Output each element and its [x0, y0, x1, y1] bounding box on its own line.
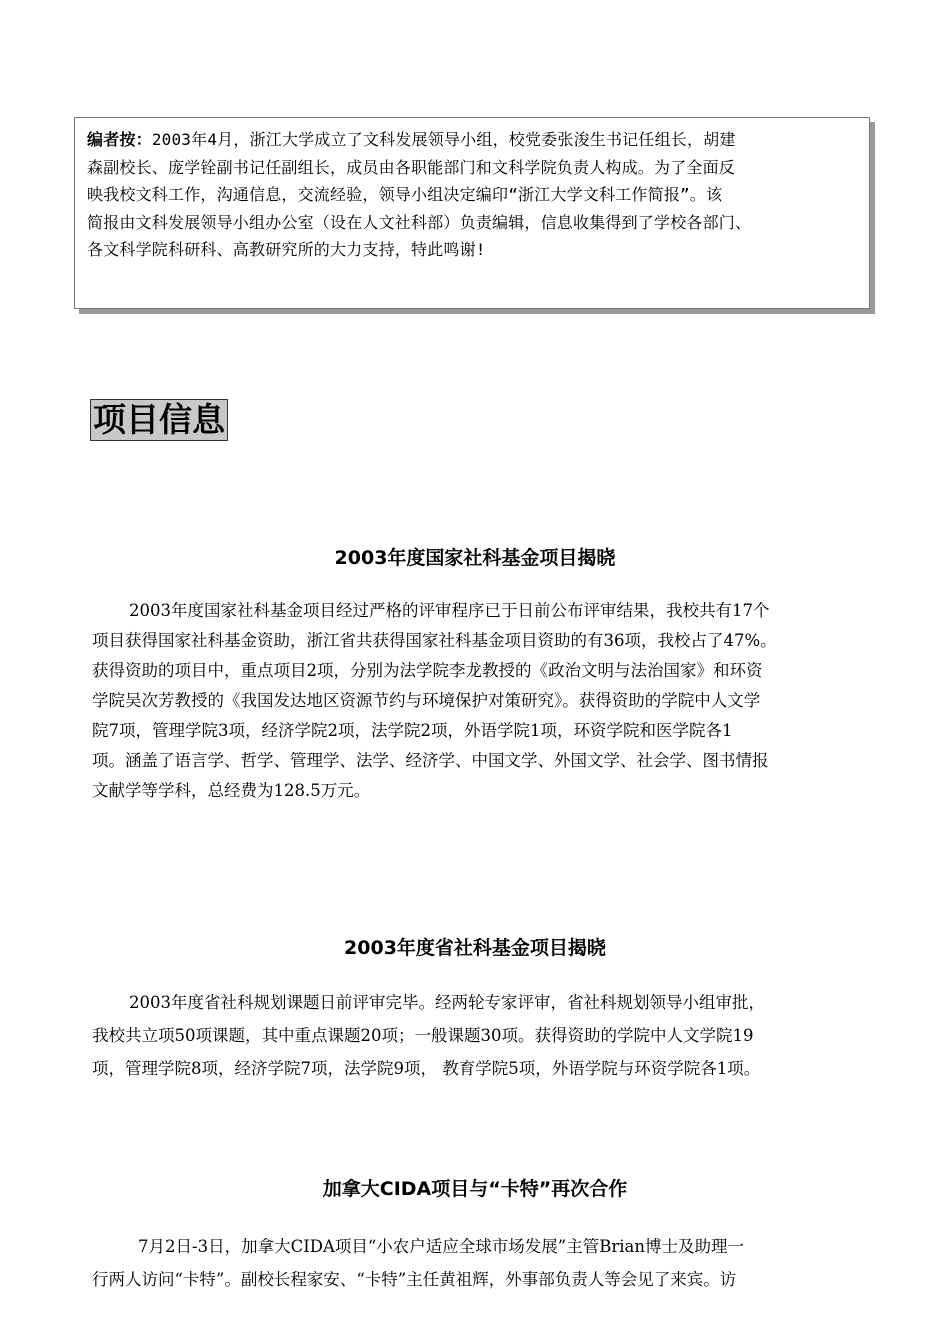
body-line: 行两人访问“卡特”。副校长程家安、“卡特”主任黄祖辉，外事部负责人等会见了来宾。访: [92, 1270, 737, 1289]
body-line: 项。涵盖了语言学、哲学、管理学、法学、经济学、中国文学、外国文学、社会学、图书情报: [92, 751, 769, 770]
body-line: 项，管理学院8项，经济学院7项，法学院9项， 教育学院5项，外语学院与环资学院各1项。: [92, 1059, 761, 1078]
article-body-cida-project: [92, 1230, 892, 1296]
editor-note-line: 映我校文科工作，沟通信息，交流经验，领导小组决定编印“浙江大学文科工作简报”。该: [87, 185, 723, 204]
article-body-national-fund: [92, 596, 892, 806]
body-line: 7月2日-3日，加拿大CIDA项目“小农户适应全球市场发展”主管Brian博士及助理一: [138, 1237, 744, 1256]
editor-note-box: [74, 117, 870, 309]
body-line: 项目获得国家社科基金资助，浙江省共获得国家社科基金项目资助的有36项，我校占了47%。: [92, 631, 777, 650]
editor-note-line: [87, 126, 869, 154]
editor-note-line: 各文科学院科研科、高教研究所的大力支持，特此鸣谢!: [87, 240, 486, 259]
article-title-cida-project: 加拿大CIDA项目与“卡特”再次合作: [322, 1178, 628, 1200]
editor-note-label: 编者按：: [87, 130, 152, 149]
body-line: 文献学等学科，总经费为128.5万元。: [92, 781, 371, 800]
body-line: 院7项，管理学院3项，经济学院2项，法学院2项，外语学院1项，环资学院和医学院各1: [92, 721, 733, 740]
article-title-national-fund: 2003年度国家社科基金项目揭晓: [334, 547, 616, 569]
body-line: 2003年度省社科规划课题日前评审完毕。经两轮专家评审，省社科规划领导小组审批，: [129, 993, 765, 1012]
body-line: 学院吴次芳教授的《我国发达地区资源节约与环境保护对策研究》。获得资助的学院中人文学: [92, 691, 761, 710]
editor-note-text: 2003年4月，浙江大学成立了文科发展领导小组，校党委张浚生书记任组长，胡建: [151, 130, 736, 149]
article-title-provincial-fund: 2003年度省社科基金项目揭晓: [344, 937, 606, 959]
body-line: 2003年度国家社科基金项目经过严格的评审程序已于日前公布评审结果，我校共有17个: [129, 601, 770, 620]
editor-note-line: 简报由文科发展领导小组办公室（设在人文社科部）负责编辑，信息收集得到了学校各部门、: [87, 212, 752, 232]
article-body-provincial-fund: [92, 986, 892, 1085]
section-title: 项目信息: [90, 399, 228, 441]
body-line: 获得资助的项目中，重点项目2项，分别为法学院李龙教授的《政治文明与法治国家》和环资: [92, 661, 763, 680]
body-line: 我校共立项50项课题，其中重点课题20项；一般课题30项。获得资助的学院中人文学院19: [92, 1026, 754, 1045]
editor-note-line: 森副校长、庞学铨副书记任副组长，成员由各职能部门和文科学院负责人构成。为了全面反: [87, 157, 736, 177]
